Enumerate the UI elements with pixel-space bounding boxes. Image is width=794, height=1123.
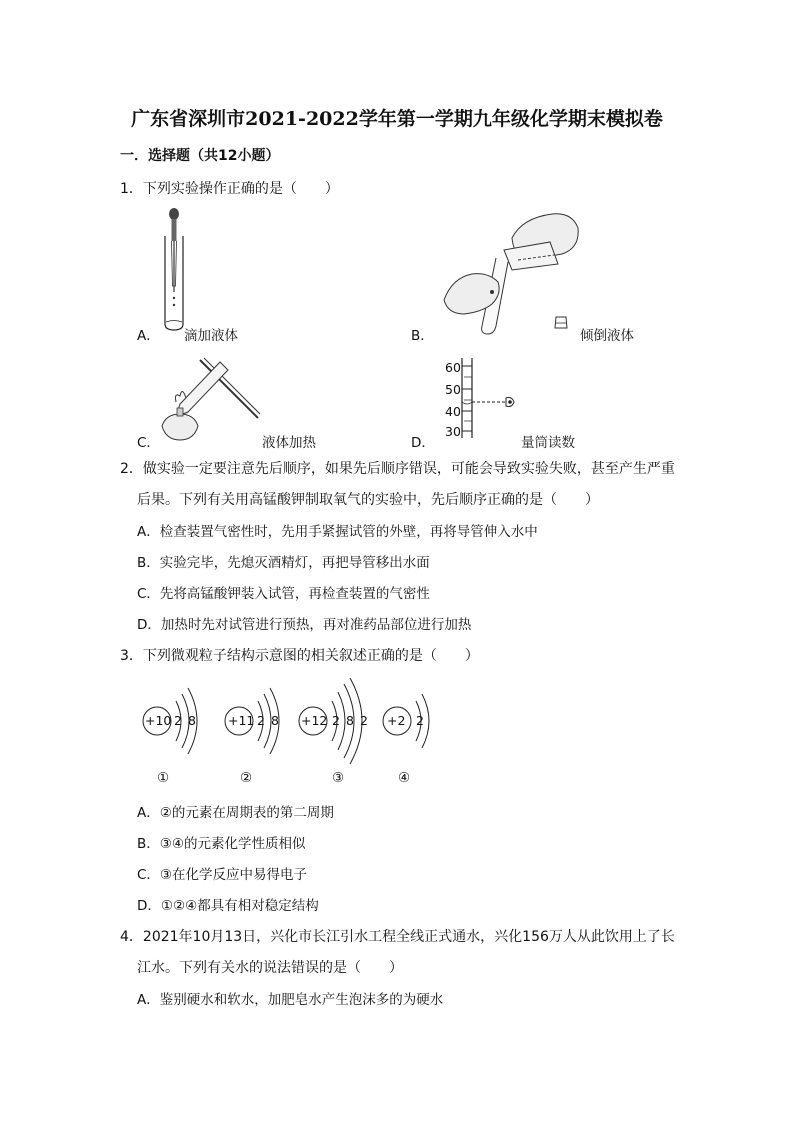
q4-stem-line2: 江水。下列有关水的说法错误的是（ ）: [137, 960, 403, 976]
q2-option-c: C．先将高锰酸钾装入试管，再检查装置的气密性: [137, 586, 430, 602]
q1-option-d-caption: 量筒读数: [521, 435, 575, 451]
q1-option-b-caption: 倾倒液体: [580, 328, 634, 344]
q3-stem: 3．下列微观粒子结构示意图的相关叙述正确的是（ ）: [120, 648, 479, 664]
particle-4-nucleus: +2: [387, 713, 406, 728]
q3-option-b: B．③④的元素化学性质相似: [137, 836, 306, 852]
q1-option-b-letter: B．: [411, 328, 434, 344]
q3-option-a: A．②的元素在周期表的第二周期: [137, 805, 334, 821]
particle-2-shell-1: 2: [257, 713, 265, 728]
particle-1-shell-1: 2: [174, 713, 182, 728]
q1-option-a-caption: 滴加液体: [184, 328, 238, 344]
q2-option-b: B．实验完毕，先熄灭酒精灯，再把导管移出水面: [137, 555, 430, 571]
q4-stem-line1: 4．2021年10月13日，兴化市长江引水工程全线正式通水，兴化156万人从此饮用上了长: [120, 929, 675, 945]
particle-3-shell-3: 2: [360, 713, 368, 728]
q4-option-a: A．鉴别硬水和软水，加肥皂水产生泡沫多的为硬水: [137, 992, 444, 1008]
particle-2-shell-2: 8: [271, 713, 279, 728]
particle-3-label: ③: [332, 770, 345, 786]
q1-option-c-letter: C．: [137, 435, 160, 451]
q2-stem-line1: 2．做实验一定要注意先后顺序，如果先后顺序错误，可能会导致实验失败，甚至产生严重: [120, 461, 675, 477]
q2-option-a: A．检查装置气密性时，先用手紧握试管的外壁，再将导管伸入水中: [137, 524, 538, 540]
q2-stem-line2: 后果。下列有关用高锰酸钾制取氧气的实验中，先后顺序正确的是（ ）: [137, 492, 599, 508]
q2-option-d: D．加热时先对试管进行预热，再对准药品部位进行加热: [137, 617, 472, 633]
section-heading: 一．选择题（共12小题）: [120, 148, 280, 164]
particle-1-label: ①: [157, 770, 170, 786]
liquid-heating-figure: [160, 356, 262, 444]
dropper-test-tube-figure: [160, 206, 190, 332]
particle-2-nucleus: +11: [228, 713, 255, 728]
particle-3-nucleus: +12: [301, 713, 328, 728]
cylinder-tick-60: 60: [445, 360, 461, 375]
bottle-stopper-icon: [553, 316, 569, 330]
particle-2-label: ②: [240, 770, 253, 786]
q1-stem: 1．下列实验操作正确的是（ ）: [120, 181, 339, 197]
q1-option-a-letter: A．: [137, 328, 160, 344]
particle-4-shell-1: 2: [416, 713, 424, 728]
cylinder-tick-40: 40: [445, 404, 461, 419]
cylinder-tick-30: 30: [445, 424, 461, 439]
q1-option-d-letter: D．: [411, 435, 435, 451]
particle-1-shell-2: 8: [188, 713, 196, 728]
particle-3-shell-2: 8: [346, 713, 354, 728]
cylinder-tick-50: 50: [445, 382, 461, 397]
particle-1-nucleus: +10: [145, 713, 172, 728]
particle-3-shell-1: 2: [332, 713, 340, 728]
q3-option-c: C．③在化学反应中易得电子: [137, 867, 308, 883]
q3-option-d: D．①②④都具有相对稳定结构: [137, 898, 319, 914]
q1-option-c-caption: 液体加热: [262, 435, 316, 451]
particle-4-label: ④: [398, 770, 411, 786]
page-title: 广东省深圳市2021-2022学年第一学期九年级化学期末模拟卷: [131, 108, 663, 130]
